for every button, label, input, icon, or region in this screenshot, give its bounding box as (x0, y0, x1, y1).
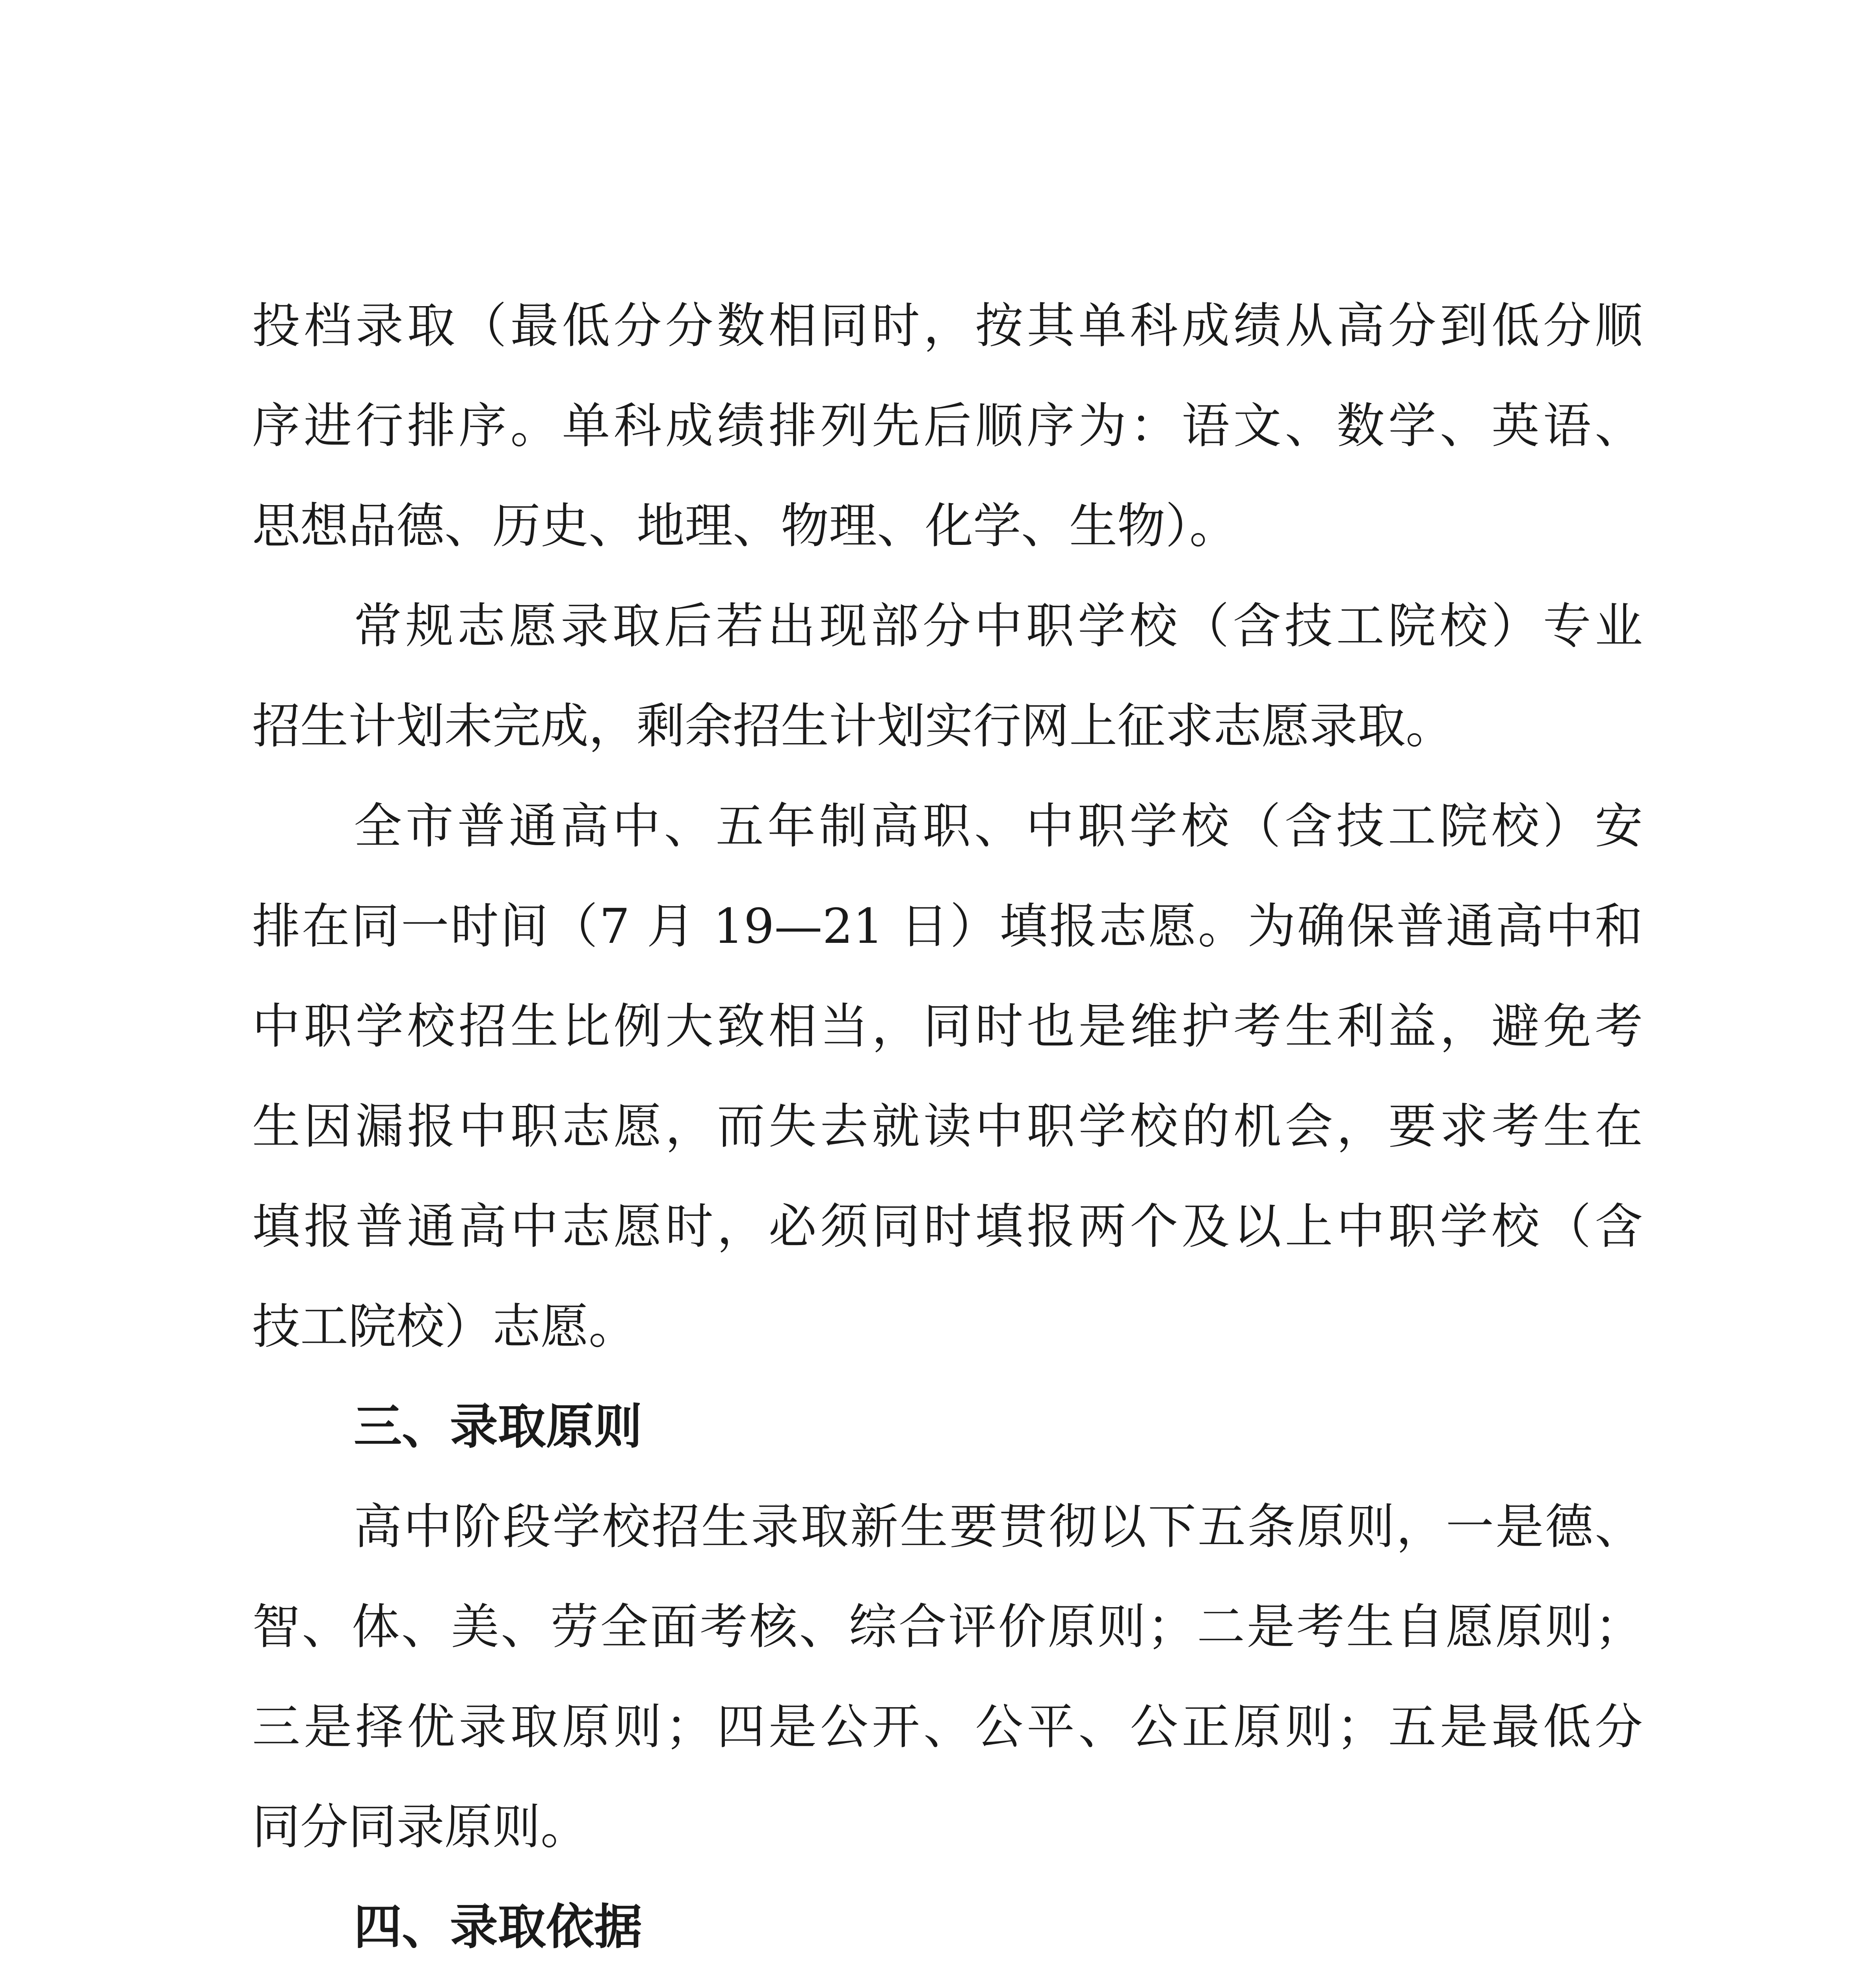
paragraph-line: 投档录取（最低分分数相同时，按其单科成绩从高分到低分顺 (252, 298, 1643, 354)
paragraph-line: 排在同一时间（7 月 19—21 日）填报志愿。为确保普通高中和 (252, 898, 1643, 954)
paragraph-line: 招生计划未完成，剩余招生计划实行网上征求志愿录取。 (252, 698, 1454, 754)
paragraph-line: 高中阶段学校招生录取新生要贯彻以下五条原则，一是德、 (354, 1499, 1643, 1555)
paragraph-line: 常规志愿录取后若出现部分中职学校（含技工院校）专业 (354, 598, 1643, 654)
paragraph-line: 智、体、美、劳全面考核、综合评价原则；二是考生自愿原则； (252, 1599, 1643, 1655)
paragraph-line: 三是择优录取原则；四是公开、公平、公正原则；五是最低分 (252, 1699, 1643, 1755)
paragraph-line: 填报普通高中志愿时，必须同时填报两个及以上中职学校（含 (252, 1199, 1643, 1254)
section-heading: 四、录取依据 (354, 1899, 642, 1955)
paragraph-line: 序进行排序。单科成绩排列先后顺序为：语文、数学、英语、 (252, 398, 1643, 454)
paragraph-line: 中职学校招生比例大致相当，同时也是维护考生利益，避免考 (252, 998, 1643, 1054)
document-body (252, 276, 1643, 1970)
paragraph-line: 全市普通高中、五年制高职、中职学校（含技工院校）安 (354, 798, 1643, 854)
paragraph-line: 生因漏报中职志愿，而失去就读中职学校的机会，要求考生在 (252, 1098, 1643, 1154)
paragraph-line: 同分同录原则。 (252, 1799, 589, 1855)
paragraph-line: 技工院校）志愿。 (252, 1299, 637, 1355)
section-heading: 三、录取原则 (354, 1399, 642, 1455)
paragraph-line: 思想品德、历史、地理、物理、化学、生物）。 (252, 498, 1237, 554)
